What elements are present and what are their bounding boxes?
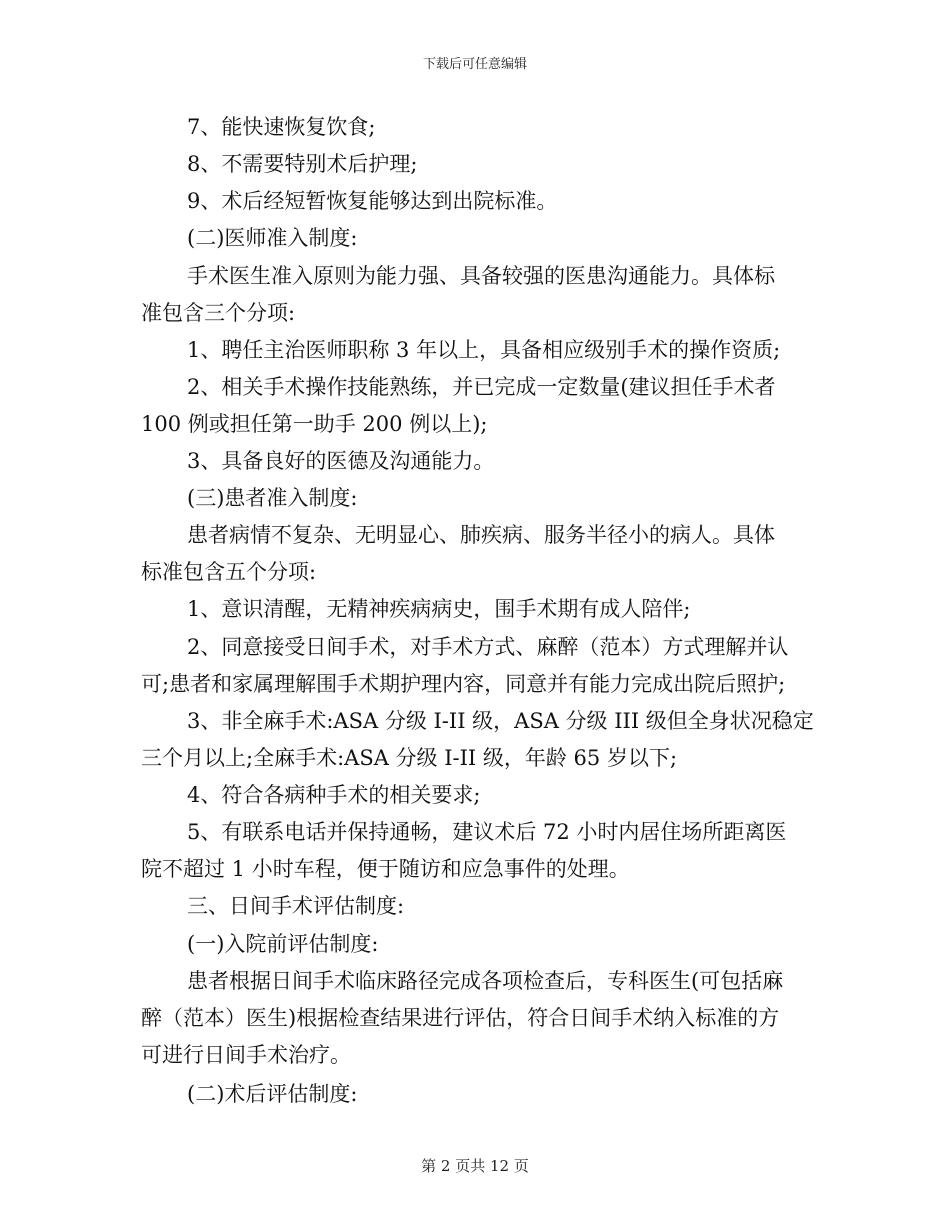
section-heading: (二)医师准入制度: [187, 226, 358, 250]
paragraph-line: 4、符合各病种手术的相关要求; [187, 783, 481, 807]
paragraph-line: 患者病情不复杂、无明显心、肺疾病、服务半径小的病人。具体 [187, 523, 775, 547]
paragraph-line: 可进行日间手术治疗。 [141, 1043, 351, 1067]
page-header: 下载后可任意编辑 [422, 57, 527, 72]
section-heading: (三)患者准入制度: [187, 486, 358, 510]
paragraph-line: 100 例或担任第一助手 200 例以上); [141, 412, 488, 436]
paragraph-line: 1、聘任主治医师职称 3 年以上，具备相应级别手术的操作资质; [187, 338, 781, 362]
paragraph-line: 3、非全麻手术:ASA 分级 I-II 级，ASA 分级 III 级但全身状况稳定 [187, 709, 814, 733]
paragraph-line: 7、能快速恢复饮食; [187, 115, 376, 139]
page-footer: 第 2 页共 12 页 [421, 1157, 529, 1175]
paragraph-line: 手术医生准入原则为能力强、具备较强的医患沟通能力。具体标 [187, 264, 775, 288]
paragraph-line: 患者根据日间手术临床路径完成各项检查后，专科医生(可包括麻 [187, 969, 784, 993]
paragraph-line: 醉（范本）医生)根据检查结果进行评估，符合日间手术纳入标准的方 [141, 1006, 780, 1030]
section-heading: (二)术后评估制度: [187, 1082, 358, 1106]
paragraph-line: 标准包含五个分项: [141, 560, 317, 584]
paragraph-line: 2、相关手术操作技能熟练，并已完成一定数量(建议担任手术者 [187, 375, 776, 399]
paragraph-line: 1、意识清醒，无精神疾病病史，围手术期有成人陪伴; [187, 597, 691, 621]
paragraph-line: 准包含三个分项: [141, 301, 296, 325]
section-heading: (一)入院前评估制度: [187, 932, 379, 956]
paragraph-line: 3、具备良好的医德及沟通能力。 [187, 449, 495, 473]
paragraph-line: 9、术后经短暂恢复能够达到出院标准。 [187, 189, 558, 213]
section-heading: 三、日间手术评估制度: [187, 894, 405, 918]
paragraph-line: 2、同意接受日间手术，对手术方式、麻醉（范本）方式理解并认 [187, 635, 789, 659]
paragraph-line: 三个月以上;全麻手术:ASA 分级 I-II 级，年龄 65 岁以下; [141, 746, 678, 770]
paragraph-line: 院不超过 1 小时车程，便于随访和应急事件的处理。 [141, 857, 630, 881]
paragraph-line: 可;患者和家属理解围手术期护理内容，同意并有能力完成出院后照护; [141, 672, 786, 696]
paragraph-line: 8、不需要特别术后护理; [187, 152, 418, 176]
paragraph-line: 5、有联系电话并保持通畅，建议术后 72 小时内居住场所距离医 [187, 820, 787, 844]
